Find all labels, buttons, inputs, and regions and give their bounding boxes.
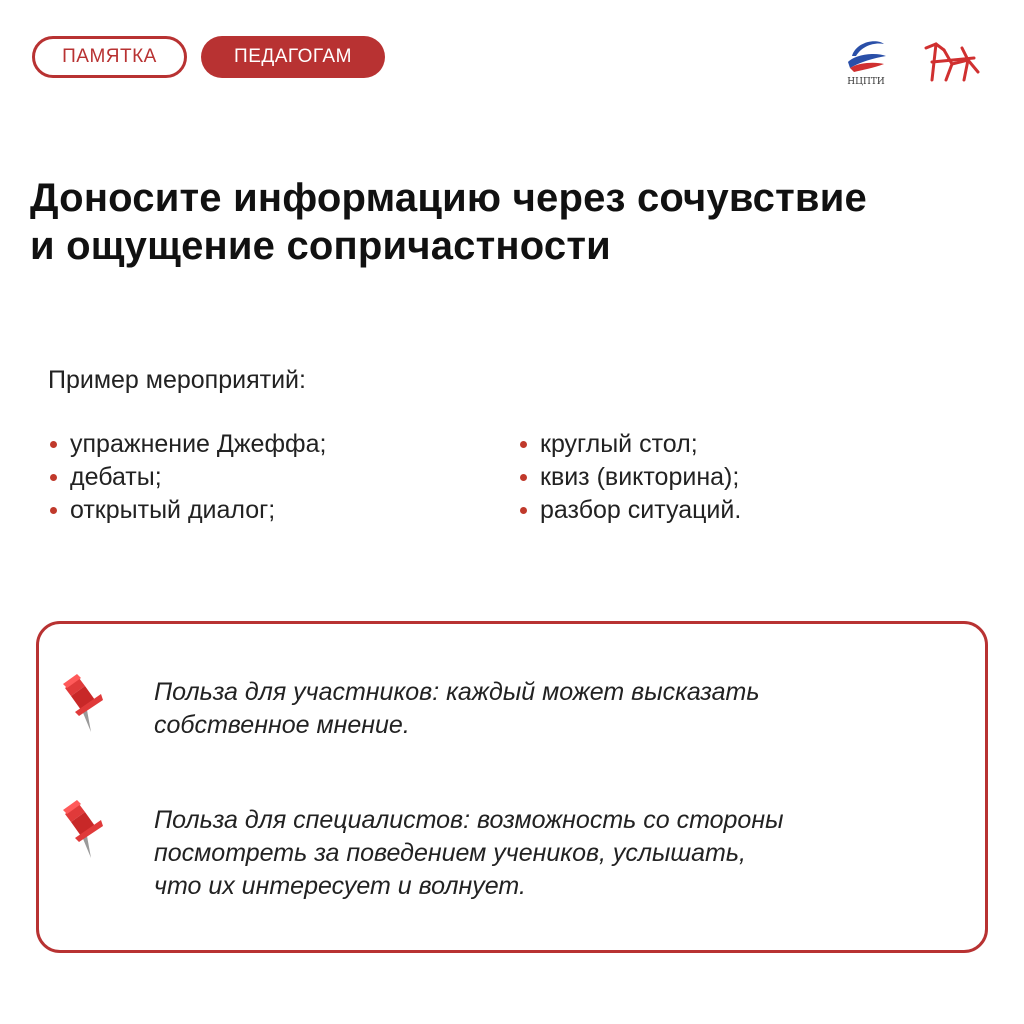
bullet-icon — [50, 474, 57, 481]
svg-text:НЦПТИ: НЦПТИ — [847, 77, 885, 87]
list-item-text: круглый стол; — [540, 430, 698, 458]
list-item — [48, 494, 326, 527]
activities-intro: Пример мероприятий: — [48, 366, 306, 394]
benefit-line: посмотреть за поведением учеников, услышать, — [154, 839, 746, 867]
list-item — [518, 494, 741, 527]
list-item — [48, 428, 326, 461]
bullet-icon — [50, 507, 57, 514]
header-tags — [32, 36, 385, 78]
page-title — [30, 174, 1010, 270]
benefit-line: что их интересует и волнует. — [154, 872, 526, 900]
pushpin-icon — [61, 670, 107, 734]
title-line: Доносите информацию через сочувствие — [30, 176, 867, 220]
teachers-tag: ПЕДАГОГАМ — [201, 36, 385, 78]
list-item-text: квиз (викторина); — [540, 463, 740, 491]
activities-list-left — [48, 428, 326, 527]
bullet-icon — [520, 474, 527, 481]
partner-logo — [922, 38, 980, 84]
list-item-text: дебаты; — [70, 463, 162, 491]
list-item-text: разбор ситуаций. — [540, 496, 742, 524]
list-item — [518, 461, 741, 494]
pushpin-icon — [61, 796, 107, 860]
memo-tag: ПАМЯТКА — [32, 36, 187, 78]
benefit-specialists — [154, 804, 784, 903]
bullet-icon — [50, 441, 57, 448]
benefit-line: собственное мнение. — [154, 711, 410, 739]
bullet-icon — [520, 507, 527, 514]
title-line: и ощущение сопричастности — [30, 224, 611, 268]
benefit-line: Польза для участников: каждый может высказать — [154, 678, 760, 706]
list-item-text: упражнение Джеффа; — [70, 430, 327, 458]
bullet-icon — [520, 441, 527, 448]
ncpti-logo — [842, 34, 890, 88]
activities-list-right — [518, 428, 741, 527]
list-item-text: открытый диалог; — [70, 496, 276, 524]
benefit-line: Польза для специалистов: возможность со стороны — [154, 806, 784, 834]
benefits-box — [36, 621, 988, 953]
list-item — [518, 428, 741, 461]
benefit-participants — [154, 676, 759, 742]
list-item — [48, 461, 326, 494]
